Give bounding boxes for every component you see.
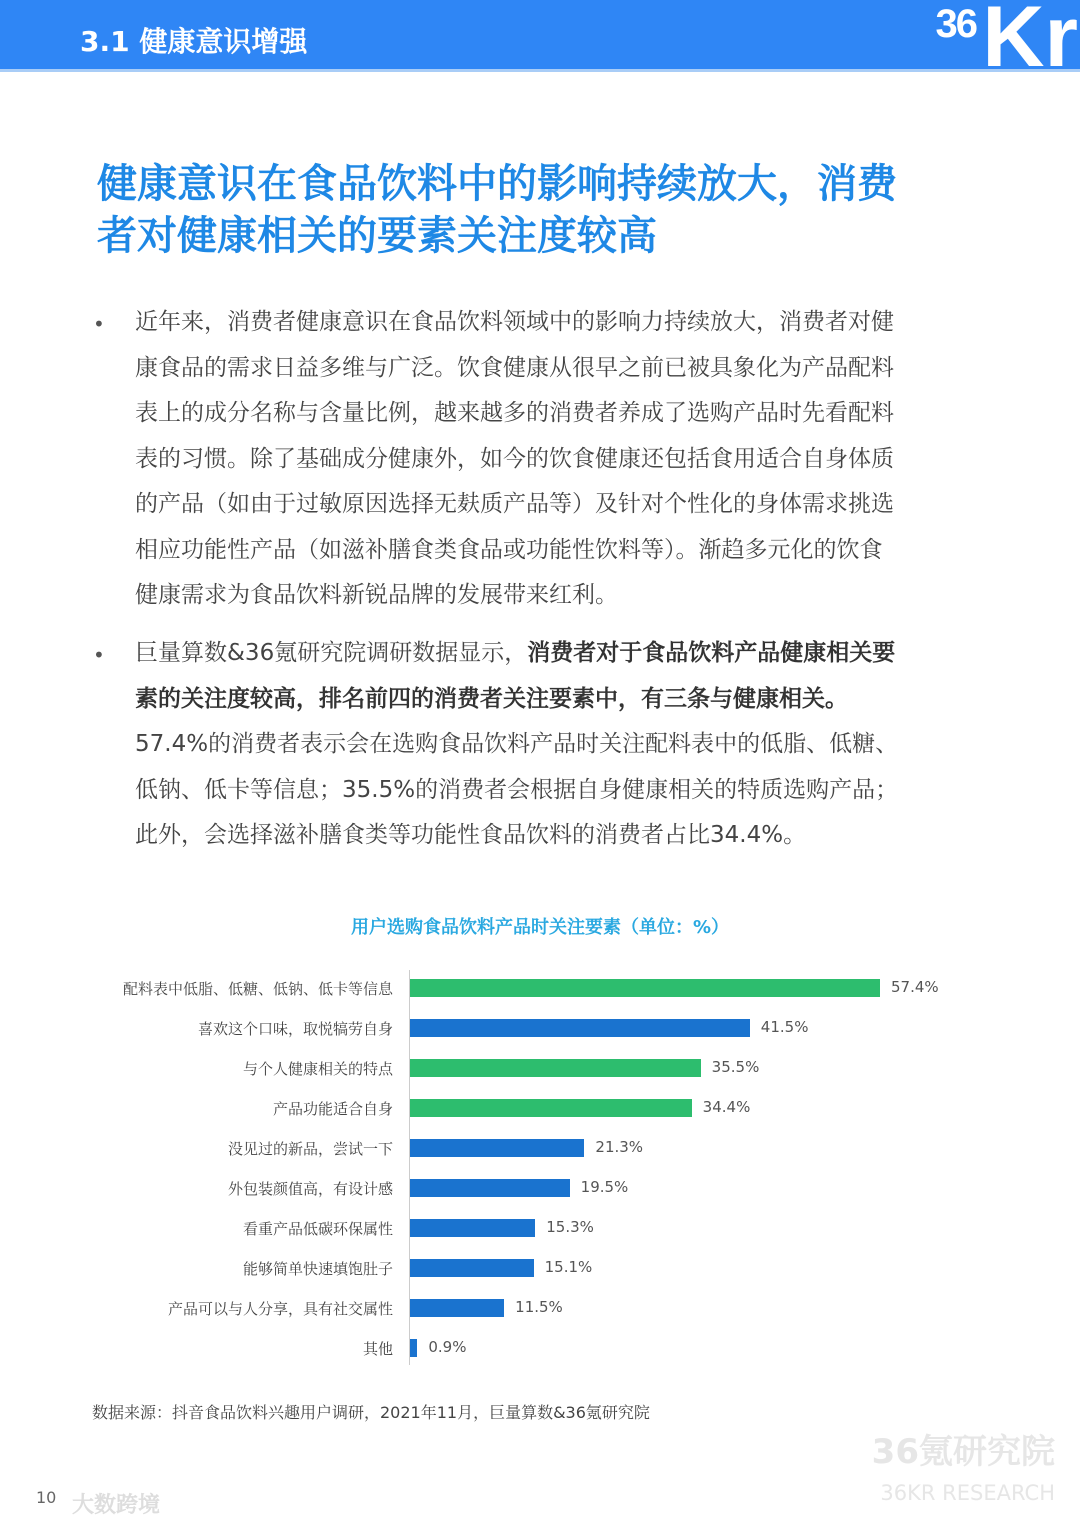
corner-watermark: 大数跨境 (72, 1493, 161, 1518)
category-label: 产品功能适合自身 (272, 1100, 393, 1118)
text-span: 巨量算数&36氪研究院调研数据显示， (135, 640, 528, 666)
bar (410, 1259, 534, 1277)
data-label: 0.9% (428, 1338, 467, 1356)
watermark-en: 36KR RESEARCH (880, 1481, 1055, 1505)
title-line: 者对健康相关的要素关注度较高 (97, 213, 657, 259)
section-header (0, 0, 1080, 85)
text-line: 康食品的需求日益多维与广泛。饮食健康从很早之前已被具象化为产品配料 (135, 354, 894, 381)
data-label: 11.5% (515, 1298, 563, 1316)
bar (410, 1139, 584, 1157)
section-title: 3.1 健康意识增强 (80, 25, 308, 58)
category-label: 看重产品低碳环保属性 (242, 1220, 393, 1238)
text-line: 相应功能性产品（如滋补膳食类食品或功能性饮料等）。渐趋多元化的饮食 (135, 536, 883, 563)
chart-title: 用户选购食品饮料产品时关注要素（单位：%） (350, 917, 730, 938)
bar (410, 1179, 570, 1197)
bar (410, 1019, 750, 1037)
data-label: 15.1% (544, 1258, 593, 1276)
bullet-icon: • (93, 643, 105, 667)
logo-letters: Kr (982, 0, 1078, 85)
data-label: 15.3% (546, 1218, 594, 1236)
data-label: 41.5% (760, 1018, 809, 1036)
page-title (97, 158, 1057, 262)
bar (410, 1099, 692, 1117)
data-label: 19.5% (580, 1178, 629, 1196)
bar (410, 1059, 701, 1077)
bold-text: 素的关注度较高，排名前四的消费者关注要素中，有三条与健康相关。 (135, 685, 848, 712)
title-line: 健康意识在食品饮料中的影响持续放大，消费 (97, 161, 897, 207)
paragraph-2 (135, 631, 1035, 859)
data-label: 21.3% (595, 1138, 644, 1156)
bar (410, 979, 880, 997)
category-label: 其他 (362, 1340, 393, 1358)
text-line: 57.4%的消费者表示会在选购食品饮料产品时关注配料表中的低脂、低糖、 (135, 731, 899, 757)
text-line (135, 631, 1035, 677)
category-label: 配料表中低脂、低糖、低钠、低卡等信息 (122, 980, 393, 998)
data-label: 34.4% (702, 1098, 751, 1116)
text-line (135, 677, 1035, 723)
data-label: 35.5% (711, 1058, 760, 1076)
text-line: 此外，会选择滋补膳食类等功能性食品饮料的消费者占比34.4%。 (135, 822, 807, 848)
page-number: 10 (36, 1488, 57, 1507)
category-label: 外包装颜值高，有设计感 (227, 1180, 393, 1198)
bullet-icon: • (93, 312, 105, 336)
category-label: 能够简单快速填饱肚子 (242, 1260, 393, 1278)
text-line: 的产品（如由于过敏原因选择无麸质产品等）及针对个性化的身体需求挑选 (135, 491, 894, 517)
text-line: 表的习惯。除了基础成分健康外，如今的饮食健康还包括食用适合自身体质 (135, 445, 894, 472)
logo-number: 36 (935, 2, 976, 46)
bar (410, 1339, 417, 1357)
paragraph-1 (135, 300, 1035, 619)
watermark-cn: 36氪研究院 (871, 1432, 1055, 1472)
category-label: 产品可以与人分享，具有社交属性 (167, 1300, 393, 1318)
category-label: 与个人健康相关的特点 (242, 1060, 393, 1078)
text-line: 低钠、低卡等信息；35.5%的消费者会根据自身健康相关的特质选购产品； (135, 776, 899, 803)
bold-text: 消费者对于食品饮料产品健康相关要 (527, 640, 896, 666)
bar (410, 1299, 504, 1317)
text-line: 近年来，消费者健康意识在食品饮料领域中的影响力持续放大，消费者对健 (135, 309, 894, 335)
bar (410, 1219, 535, 1237)
category-label: 喜欢这个口味，取悦犒劳自身 (197, 1020, 393, 1038)
text-line: 健康需求为食品饮料新锐品牌的发展带来红利。 (135, 582, 618, 608)
data-label: 57.4% (891, 978, 939, 996)
data-source: 数据来源：抖音食品饮料兴趣用户调研，2021年11月，巨量算数&36氪研究院 (92, 1403, 650, 1422)
category-label: 没见过的新品，尝试一下 (227, 1140, 393, 1158)
text-line: 表上的成分名称与含量比例，越来越多的消费者养成了选购产品时先看配料 (135, 400, 894, 426)
